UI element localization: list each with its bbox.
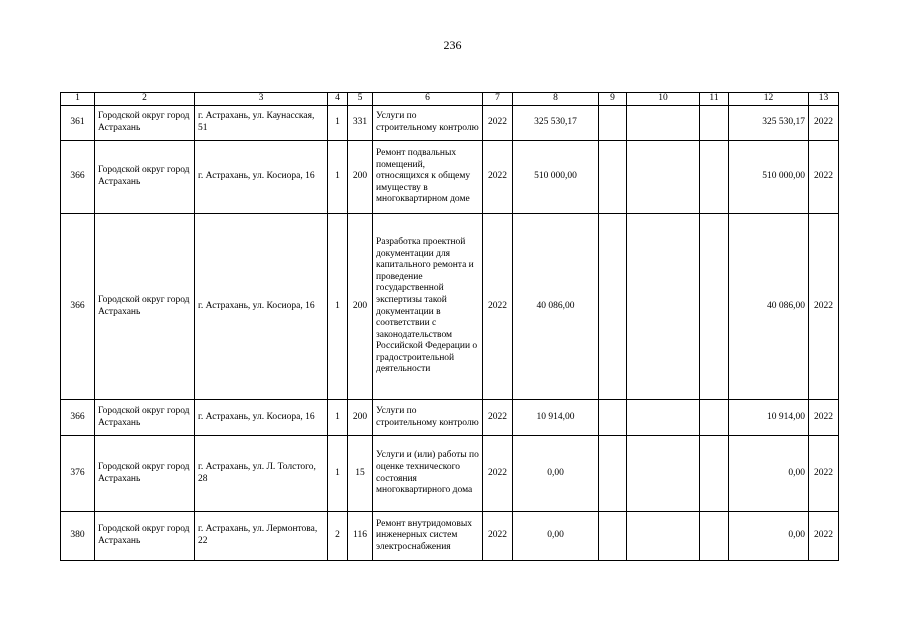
cell-number: 366 xyxy=(61,214,95,400)
cell-col10 xyxy=(627,214,700,400)
cell-col4: 1 xyxy=(328,214,348,400)
table-row xyxy=(61,106,839,141)
cell-col9 xyxy=(599,400,627,436)
cell-amount: 10 914,00 xyxy=(513,400,599,436)
cell-district: Городской округ город Астрахань xyxy=(95,436,195,512)
column-header: 4 xyxy=(328,93,348,106)
cell-col11 xyxy=(700,214,729,400)
cell-year: 2022 xyxy=(483,436,513,512)
cell-col4: 1 xyxy=(328,141,348,214)
cell-year: 2022 xyxy=(483,106,513,141)
table-row xyxy=(61,512,839,561)
cell-address: г. Астрахань, ул. Лермонтова, 22 xyxy=(195,512,328,561)
cell-amount: 510 000,00 xyxy=(513,141,599,214)
cell-col10 xyxy=(627,400,700,436)
cell-number: 361 xyxy=(61,106,95,141)
cell-col11 xyxy=(700,106,729,141)
cell-col9 xyxy=(599,106,627,141)
cell-address: г. Астрахань, ул. Л. Толстого, 28 xyxy=(195,436,328,512)
column-header: 3 xyxy=(195,93,328,106)
cell-number: 376 xyxy=(61,436,95,512)
cell-district: Городской округ город Астрахань xyxy=(95,141,195,214)
cell-col11 xyxy=(700,400,729,436)
cell-district: Городской округ город Астрахань xyxy=(95,214,195,400)
column-header: 2 xyxy=(95,93,195,106)
cell-amount: 0,00 xyxy=(513,436,599,512)
column-header: 12 xyxy=(729,93,809,106)
cell-work: Ремонт подвальных помещений, относящихся к общему имуществу в многоквартирном доме xyxy=(373,141,483,214)
cell-amount: 40 086,00 xyxy=(513,214,599,400)
cell-number: 366 xyxy=(61,400,95,436)
cell-district: Городской округ город Астрахань xyxy=(95,512,195,561)
cell-col9 xyxy=(599,436,627,512)
cell-total: 0,00 xyxy=(729,436,809,512)
cell-col10 xyxy=(627,436,700,512)
cell-address: г. Астрахань, ул. Каунасская, 51 xyxy=(195,106,328,141)
column-header: 5 xyxy=(348,93,373,106)
page-number: 236 xyxy=(443,38,462,52)
cell-col9 xyxy=(599,214,627,400)
cell-col4: 1 xyxy=(328,400,348,436)
cell-col5: 331 xyxy=(348,106,373,141)
cell-col5: 200 xyxy=(348,141,373,214)
cell-number: 380 xyxy=(61,512,95,561)
cell-year: 2022 xyxy=(483,400,513,436)
cell-amount: 0,00 xyxy=(513,512,599,561)
cell-year: 2022 xyxy=(483,214,513,400)
column-header: 6 xyxy=(373,93,483,106)
column-header: 13 xyxy=(809,93,839,106)
cell-work: Ремонт внутридомовых инженерных систем электроснабжения xyxy=(373,512,483,561)
cell-col13: 2022 xyxy=(809,141,839,214)
cell-total: 0,00 xyxy=(729,512,809,561)
cell-col13: 2022 xyxy=(809,106,839,141)
column-header: 9 xyxy=(599,93,627,106)
cell-col13: 2022 xyxy=(809,436,839,512)
cell-col9 xyxy=(599,141,627,214)
cell-total: 10 914,00 xyxy=(729,400,809,436)
cell-work: Услуги по строительному контролю xyxy=(373,400,483,436)
table-row xyxy=(61,141,839,214)
cell-col4: 2 xyxy=(328,512,348,561)
table-row xyxy=(61,400,839,436)
cell-number: 366 xyxy=(61,141,95,214)
cell-col11 xyxy=(700,436,729,512)
cell-total: 40 086,00 xyxy=(729,214,809,400)
column-header: 7 xyxy=(483,93,513,106)
table-row xyxy=(61,214,839,400)
cell-col10 xyxy=(627,141,700,214)
cell-col4: 1 xyxy=(328,106,348,141)
column-header: 10 xyxy=(627,93,700,106)
cell-col4: 1 xyxy=(328,436,348,512)
cell-district: Городской округ город Астрахань xyxy=(95,400,195,436)
cell-col10 xyxy=(627,106,700,141)
cell-address: г. Астрахань, ул. Косиора, 16 xyxy=(195,400,328,436)
cell-col9 xyxy=(599,512,627,561)
cell-work: Услуги и (или) работы по оценке технического состояния многоквартирного дома xyxy=(373,436,483,512)
cell-col11 xyxy=(700,512,729,561)
cell-work: Услуги по строительному контролю xyxy=(373,106,483,141)
cell-col13: 2022 xyxy=(809,214,839,400)
cell-address: г. Астрахань, ул. Косиора, 16 xyxy=(195,141,328,214)
cell-col5: 200 xyxy=(348,214,373,400)
cell-col13: 2022 xyxy=(809,400,839,436)
cell-district: Городской округ город Астрахань xyxy=(95,106,195,141)
column-header: 11 xyxy=(700,93,729,106)
header-row xyxy=(61,93,839,106)
cell-col10 xyxy=(627,512,700,561)
cell-year: 2022 xyxy=(483,141,513,214)
cell-total: 325 530,17 xyxy=(729,106,809,141)
column-header: 8 xyxy=(513,93,599,106)
cell-col5: 116 xyxy=(348,512,373,561)
registry-table xyxy=(60,92,839,561)
cell-amount: 325 530,17 xyxy=(513,106,599,141)
column-header: 1 xyxy=(61,93,95,106)
cell-col5: 200 xyxy=(348,400,373,436)
table-row xyxy=(61,436,839,512)
cell-col13: 2022 xyxy=(809,512,839,561)
cell-col11 xyxy=(700,141,729,214)
cell-address: г. Астрахань, ул. Косиора, 16 xyxy=(195,214,328,400)
cell-total: 510 000,00 xyxy=(729,141,809,214)
cell-year: 2022 xyxy=(483,512,513,561)
cell-col5: 15 xyxy=(348,436,373,512)
cell-work: Разработка проектной документации для капитального ремонта и проведение государственной экспертизы такой документации в соответствии с законодательством Российской Федерации о градостроительной деятельности xyxy=(373,214,483,400)
